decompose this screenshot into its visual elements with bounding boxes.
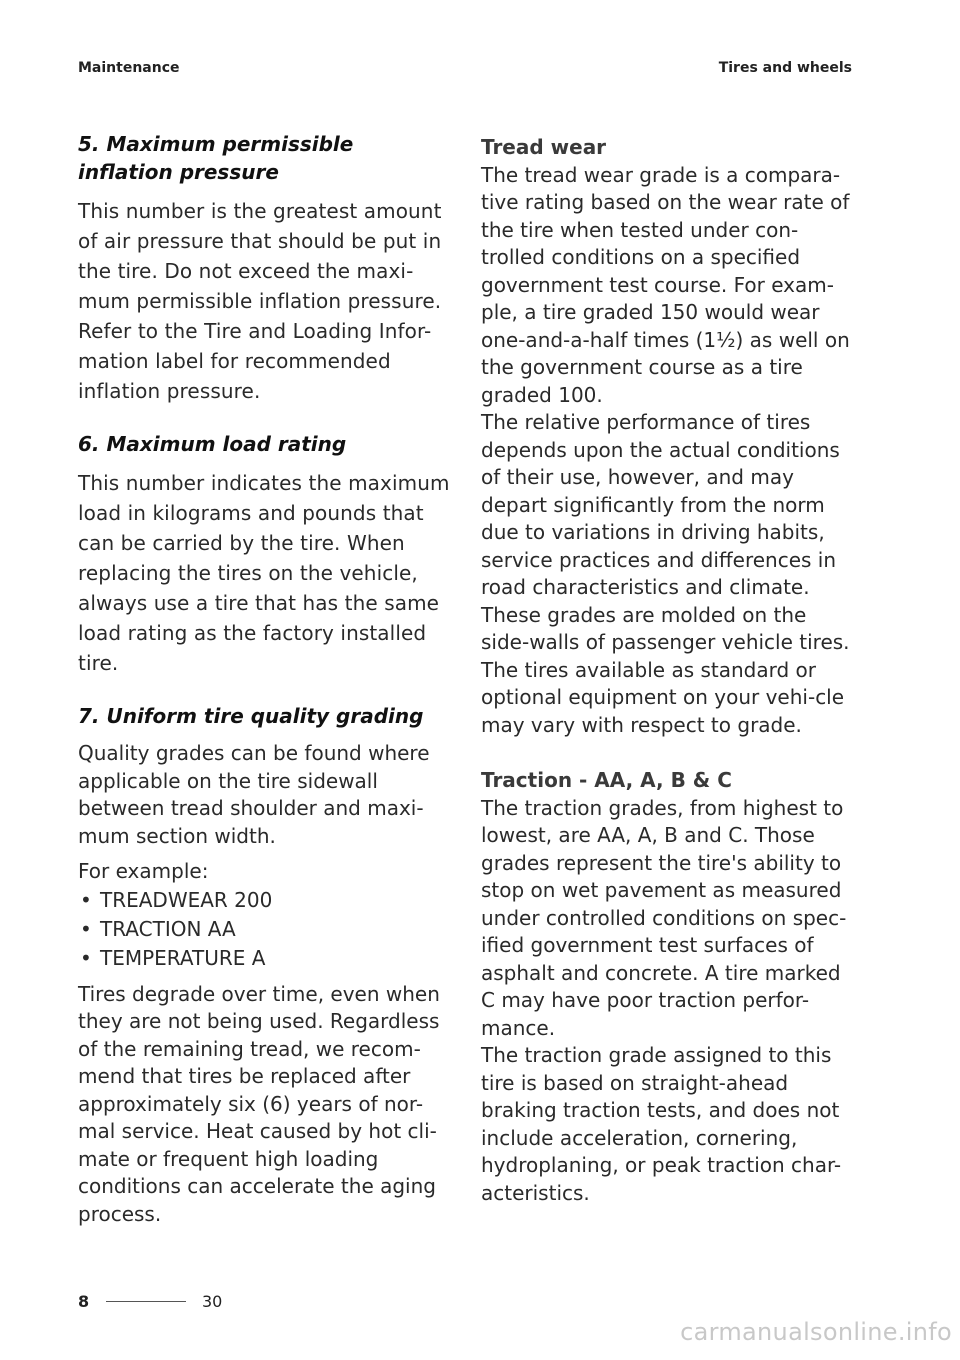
right-column <box>481 134 853 1207</box>
header-section-label: Maintenance <box>78 60 180 76</box>
traction-paragraph-1: The traction grades, from highest to lowest, are AA, A, B and C. Those grades represent the tire's ability to stop on wet pavement as measured under controlled conditions on spec-ified government test surfaces of asphalt and concrete. A tire marked C may have poor traction perfor-mance. <box>481 795 847 1040</box>
header-topic-label: Tires and wheels <box>718 60 852 76</box>
bullet-icon: • <box>80 945 92 970</box>
bullet-icon: • <box>80 887 92 912</box>
list-item: • TREADWEAR 200 <box>78 886 450 915</box>
footer-divider <box>106 1301 186 1302</box>
tread-wear-heading: Tread wear <box>481 135 607 159</box>
section-6-title: 6. Maximum load rating <box>78 432 347 456</box>
chapter-number: 8 <box>78 1292 90 1311</box>
section-5-body: This number is the greatest amount of air pressure that should be put in the tire. Do not exceed the maxi-mum permissible inflation pressure. Refer to the Tire and Loading Infor-mation label for recommended inflation pressure. <box>78 199 442 403</box>
list-item: • TEMPERATURE A <box>78 944 450 973</box>
bullet-icon: • <box>80 916 92 941</box>
running-header <box>78 60 852 76</box>
watermark: carmanualsonline.info <box>680 1318 952 1346</box>
section-7-title: 7. Uniform tire quality grading <box>78 704 424 728</box>
example-intro: For example: <box>78 859 209 883</box>
page-footer <box>78 1292 222 1311</box>
traction-heading: Traction - AA, A, B & C <box>481 768 732 792</box>
tread-wear-paragraph-1: The tread wear grade is a compara-tive rating based on the wear rate of the tire when tested under con-trolled conditions on a specified government test course. For exam-ple, a tire graded 150 would wear one-and-a-half times (1½) as well on the government course as a tire graded 100. <box>481 162 850 407</box>
section-6-body: This number indicates the maximum load in kilograms and pounds that can be carried by the tire. When replacing the tires on the vehicle, always use a tire that has the same load rating as the factory installed tire. <box>78 471 450 675</box>
section-5-title: 5. Maximum permissible inflation pressure <box>78 132 354 184</box>
page-number: 30 <box>202 1292 223 1311</box>
traction-paragraph-2: The traction grade assigned to this tire is based on straight-ahead braking traction tests, and does not include acceleration, cornering, hydroplaning, or peak traction char-acteristics. <box>481 1043 842 1205</box>
list-item: • TRACTION AA <box>78 915 450 944</box>
example-list <box>78 886 450 973</box>
left-column <box>78 130 450 1228</box>
tire-aging-note: Tires degrade over time, even when they are not being used. Regardless of the remaining tread, we recom-mend that tires be replaced after approximately six (6) years of nor-mal service. Heat caused by hot cli-mate or frequent high loading conditions can accelerate the aging process. <box>78 981 440 1226</box>
section-7-body: Quality grades can be found where applicable on the tire sidewall between tread shoulder and maxi-mum section width. <box>78 741 430 848</box>
tread-wear-paragraph-2: The relative performance of tires depends upon the actual conditions of their use, however, and may depart significantly from the norm due to variations in driving habits, service practices and differences in road characteristics and climate. These grades are molded on the side-walls of passenger vehicle tires. The tires available as standard or optional equipment on your vehi-cle may vary with respect to grade. <box>481 410 850 737</box>
